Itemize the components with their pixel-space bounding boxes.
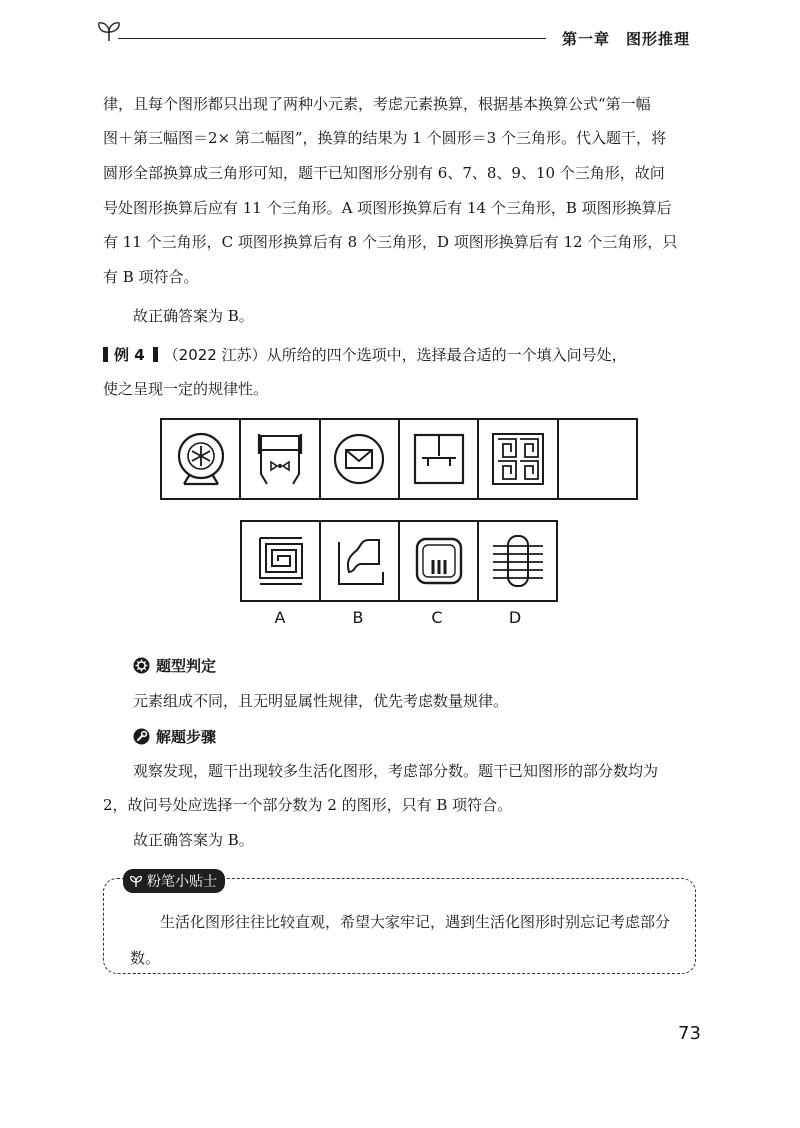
scroll-bow-figure-icon <box>247 426 313 492</box>
section-steps-heading <box>133 726 216 747</box>
intro-line-6: 有 B 项符合。 <box>103 268 199 286</box>
option-a-figure[interactable] <box>242 522 321 600</box>
option-c-figure[interactable] <box>400 522 479 600</box>
example-bar-right <box>153 347 158 362</box>
intro-line-4: 号处图形换算后应有 11 个三角形。A 项图形换算后有 14 个三角形，B 项图形换算后 <box>103 199 672 217</box>
section-type-text: 元素组成不同，且无明显属性规律，优先考虑数量规律。 <box>133 692 509 710</box>
table-frame-figure-icon <box>406 426 472 492</box>
section-steps-line-1: 观察发现，题干出现较多生活化图形，考虑部分数。题干已知图形的部分数均为 <box>133 762 659 780</box>
fan-figure-icon <box>168 426 234 492</box>
section-type-title: 题型判定 <box>156 657 217 675</box>
option-c-label: C <box>431 608 443 627</box>
sprout-icon <box>129 875 143 888</box>
section-steps-title: 解题步骤 <box>156 728 217 746</box>
intro-line-1: 律，且每个图形都只出现了两种小元素，考虑元素换算，根据基本换算公式“第一幅 <box>103 95 651 113</box>
figure-2 <box>241 420 320 498</box>
answer-text-2: 故正确答案为 B。 <box>133 831 254 849</box>
gear-icon <box>133 657 150 674</box>
figure-1 <box>162 420 241 498</box>
intro-line-5: 有 11 个三角形，C 项图形换算后有 8 个三角形，D 项图形换算后有 12 个三角形，只 <box>103 233 678 251</box>
figure-5 <box>479 420 558 498</box>
option-d-chip-icon <box>485 528 551 594</box>
page-number: 73 <box>678 1023 701 1044</box>
intro-line-3: 圆形全部换算成三角形可知，题干已知图形分别有 6、7、8、9、10 个三角形，故问 <box>103 164 665 182</box>
example-question-line2: 使之呈现一定的规律性。 <box>103 380 269 398</box>
section-type-heading <box>133 655 216 676</box>
tip-title-badge <box>123 869 225 893</box>
chapter-title: 第一章 图形推理 <box>562 30 691 48</box>
option-a-label: A <box>274 608 286 627</box>
question-figure-row <box>160 418 638 500</box>
answer-text-1: 故正确答案为 B。 <box>133 307 254 325</box>
figure-4 <box>400 420 479 498</box>
example-heading <box>103 344 627 365</box>
option-c-rounded-box-icon <box>406 528 472 594</box>
question-cell <box>559 420 636 498</box>
option-d-figure[interactable] <box>479 522 556 600</box>
maze-pattern-figure-icon <box>485 426 551 492</box>
option-d-label: D <box>508 608 522 627</box>
intro-line-2: 图＋第三幅图＝2× 第二幅图”，换算的结果为 1 个圆形＝3 个三角形。代入题干，将 <box>103 129 666 147</box>
example-bar-left <box>103 347 108 362</box>
option-a-spiral-icon <box>248 528 314 594</box>
option-b-curve-icon <box>327 528 393 594</box>
figure-3 <box>321 420 400 498</box>
example-question: （2022 江苏）从所给的四个选项中，选择最合适的一个填入问号处， <box>163 346 627 364</box>
tip-text: 生活化图形往往比较直观，希望大家牢记，遇到生活化图形时别忘记考虑部分数。 <box>130 913 671 967</box>
wrench-icon <box>133 728 150 745</box>
tip-title: 粉笔小贴士 <box>147 874 217 890</box>
header-rule <box>118 38 546 39</box>
option-b-figure[interactable] <box>321 522 400 600</box>
section-steps-line-2: 2，故问号处应选择一个部分数为 2 的图形，只有 B 项符合。 <box>103 796 513 814</box>
example-label: 例 4 <box>114 346 145 364</box>
option-b-label: B <box>352 608 364 627</box>
envelope-circle-figure-icon <box>326 426 392 492</box>
options-figure-row <box>240 520 558 602</box>
